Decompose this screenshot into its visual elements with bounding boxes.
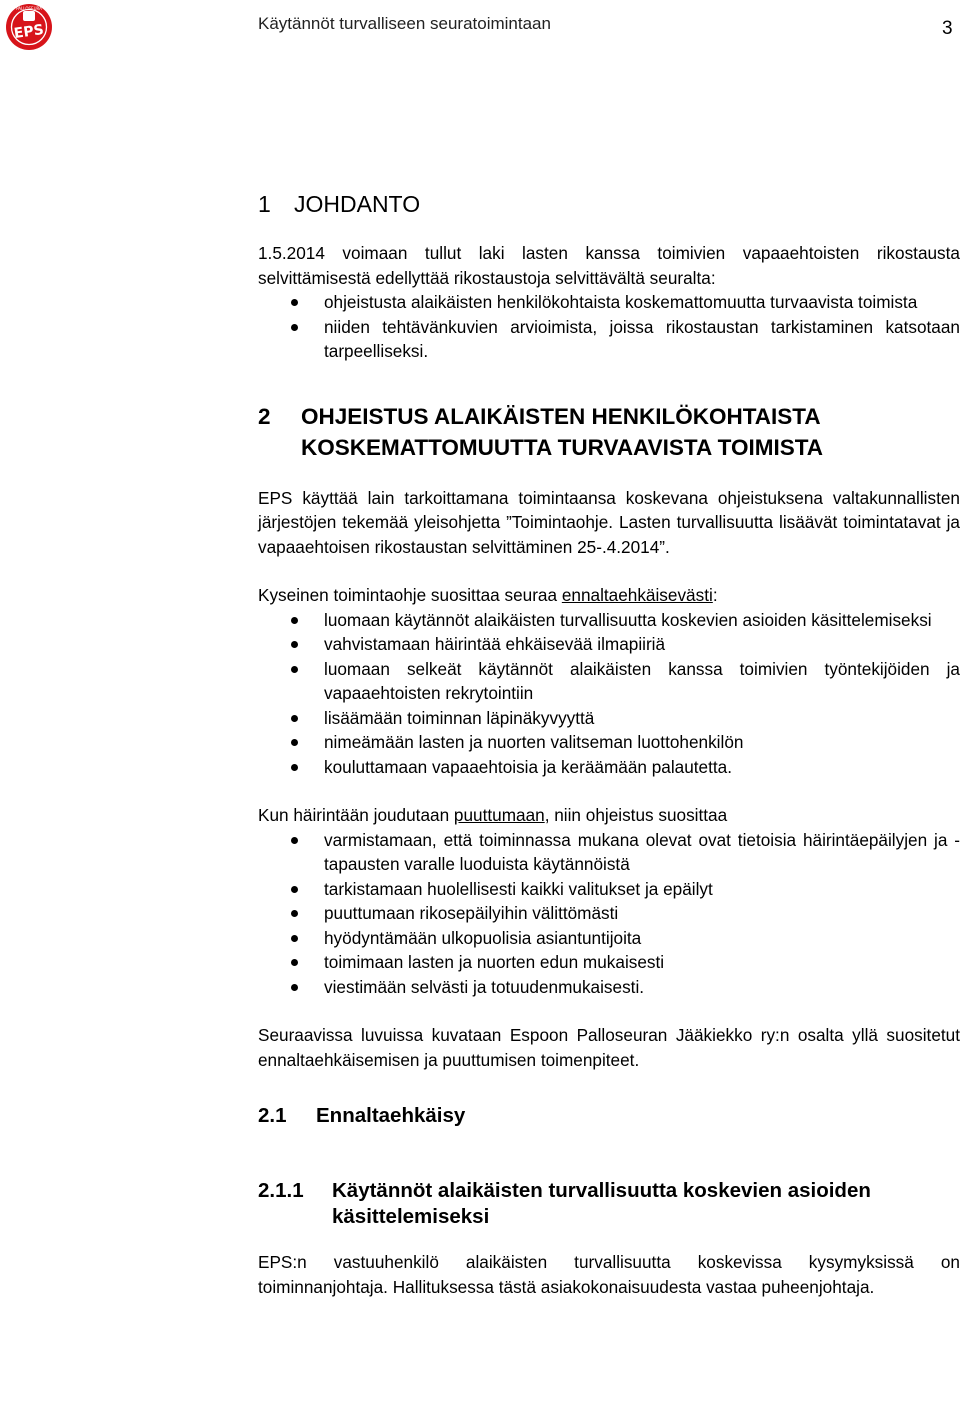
list-item: kouluttamaan vapaaehtoisia ja keräämään palautetta. (258, 755, 960, 780)
intervention-list (258, 828, 960, 1000)
section-title: OHJEISTUS ALAIKÄISTEN HENKILÖKOHTAISTA KOSKEMATTOMUUTTA TURVAAVISTA TOIMISTA (301, 403, 824, 460)
list-item: lisäämään toiminnan läpinäkyvyyttä (258, 706, 960, 731)
logo-text-main: EPS (12, 22, 45, 43)
section-2-paragraph: Kyseinen toimintaohje suosittaa seuraa ennaltaehkäisevästi: (258, 585, 718, 605)
eps-logo (5, 3, 53, 51)
section-2-heading (258, 401, 960, 463)
section-2-paragraph: EPS käyttää lain tarkoittamana toimintaansa koskevana ohjeistuksena valtakunnallisten järjestöjen tekemää yleisohjetta ”Toimintaohje. Lasten turvallisuutta lisäävät toimintatavat ja vapaaehtoisen rikostaustan selvittäminen 25-.4.2014”. (258, 487, 960, 557)
section-title: Ennaltaehkäisy (316, 1104, 466, 1127)
list-item: hyödyntämään ulkopuolisia asiantuntijoita (258, 926, 960, 951)
list-item: nimeämään lasten ja nuorten valitseman luottohenkilön (258, 730, 960, 755)
section-number: 2.1.1 (258, 1179, 304, 1202)
underlined-term: ennaltaehkäisevästi (561, 585, 713, 605)
section-number: 1 (258, 191, 271, 217)
list-item: ohjeistusta alaikäisten henkilökohtaista koskemattomuutta turvaavista toimista (258, 290, 960, 315)
page-number: 3 (942, 18, 953, 39)
section-2-1-1-paragraph: EPS:n vastuuhenkilö alaikäisten turvallisuutta koskevissa kysymyksissä on toiminnanjohtaja. Hallituksessa tästä asiakokonaisuudesta vastaa puheenjohtaja. (258, 1252, 960, 1297)
prevention-list (258, 608, 960, 780)
list-item: toimimaan lasten ja nuorten edun mukaisesti (258, 950, 960, 975)
section-number: 2.1 (258, 1104, 287, 1127)
section-2-1-1-heading (258, 1178, 960, 1230)
document-body (258, 190, 960, 1299)
list-item: puuttumaan rikosepäilyihin välittömästi (258, 901, 960, 926)
list-item: varmistamaan, että toiminnassa mukana olevat ovat tietoisia häirintäepäilyjen ja -tapausten varalle luoduista käytännöistä (258, 828, 960, 877)
list-item: tarkistamaan huolellisesti kaikki valitukset ja epäilyt (258, 877, 960, 902)
list-item: luomaan käytännöt alaikäisten turvallisuutta koskevien asioiden käsittelemiseksi (258, 608, 960, 633)
section-1-heading (258, 190, 960, 218)
underlined-term: puuttumaan (453, 805, 545, 825)
section-title: JOHDANTO (294, 191, 421, 217)
section-2-paragraph: Kun häirintään joudutaan puuttumaan, niin ohjeistus suosittaa (258, 805, 728, 825)
list-item: luomaan selkeät käytännöt alaikäisten kanssa toimivien työntekijöiden ja vapaaehtoisten rekrytointiin (258, 657, 960, 706)
logo-text-top: PALLOSEURA (16, 6, 42, 11)
section-2-1-heading (258, 1102, 960, 1130)
section-number: 2 (258, 403, 271, 429)
list-item: viestimään selvästi ja totuudenmukaisesti. (258, 975, 960, 1000)
section-1-intro: 1.5.2014 voimaan tullut laki lasten kanssa toimivien vapaaehtoisten rikostausta selvittämisestä edellyttää rikostaustoja selvittävältä seuralta: (258, 243, 960, 288)
list-item: vahvistamaan häirintää ehkäisevää ilmapiiriä (258, 632, 960, 657)
running-title: Käytännöt turvalliseen seuratoimintaan (258, 14, 551, 33)
section-1-list (258, 290, 960, 364)
list-item: niiden tehtävänkuvien arvioimista, joissa rikostaustan tarkistaminen katsotaan tarpeelliseksi. (258, 315, 960, 364)
section-title: Käytännöt alaikäisten turvallisuutta koskevien asioiden käsittelemiseksi (332, 1179, 871, 1228)
section-2-paragraph: Seuraavissa luvuissa kuvataan Espoon Palloseuran Jääkiekko ry:n osalta yllä suositetut ennaltaehkäisemisen ja puuttumisen toimenpiteet. (258, 1025, 960, 1070)
